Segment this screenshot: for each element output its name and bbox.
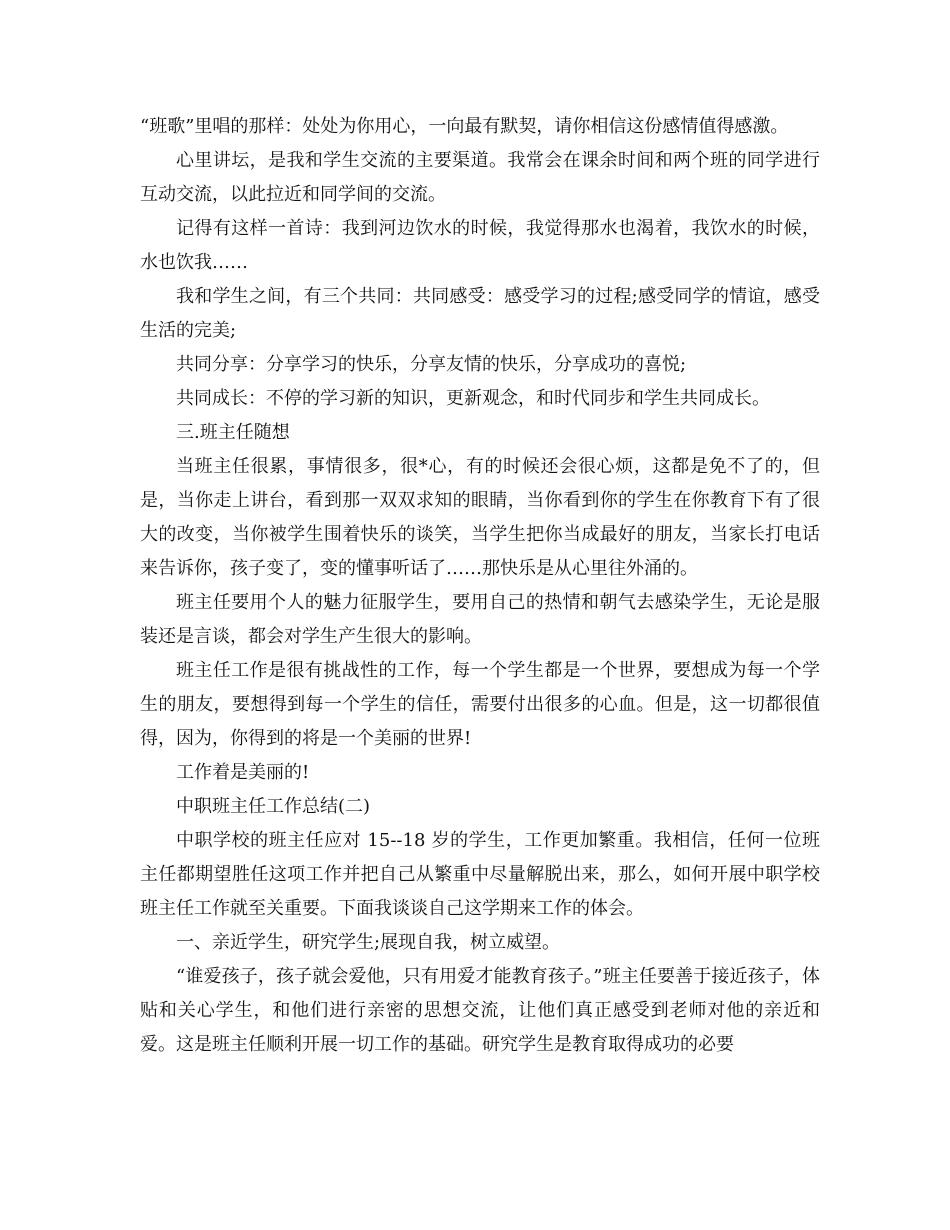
paragraph-class-song: “班歌”里唱的那样：处处为你用心，一向最有默契，请你相信这份感情值得感激。 [140,116,789,137]
paragraph-poem: 记得有这样一首诗：我到河边饮水的时候，我觉得那水也渴着，我饮水的时候，水也饮我…… [140,218,820,273]
paragraph-three-commons: 我和学生之间，有三个共同：共同感受：感受学习的过程;感受同学的情谊，感受生活的完美; [140,286,820,341]
document-page [140,110,820,1062]
section-heading-thoughts: 三.班主任随想 [176,422,290,443]
section-heading-approach-students: 一、亲近学生，研究学生;展现自我，树立威望。 [176,932,561,953]
paragraph-share-together: 共同分享：分享学习的快乐，分享友情的快乐，分享成功的喜悦; [176,354,687,375]
paragraph-work-is-beautiful: 工作着是美丽的! [176,762,310,783]
paragraph-challenging-work: 班主任工作是很有挑战性的工作，每一个学生都是一个世界，要想成为每一个学生的朋友，要想得到每一个学生的信任，需要付出很多的心血。但是，这一切都很值得，因为，你得到的将是一个美丽的世界! [140,660,820,749]
paragraph-grow-together: 共同成长：不停的学习新的知识，更新观念，和时代同步和学生共同成长。 [176,388,770,409]
paragraph-vocational-school: 中职学校的班主任应对 15--18 岁的学生，工作更加繁重。我相信，任何一位班主任都期望胜任这项工作并把自己从繁重中尽量解脱出来，那么，如何开展中职学校班主任工作就至关重要。下面我谈谈自己这学期来工作的体会。 [140,830,820,919]
paragraph-tired-but-happy: 当班主任很累，事情很多，很*心，有的时候还会很心烦，这都是免不了的，但是，当你走上讲台，看到那一双双求知的眼睛，当你看到你的学生在你教育下有了很大的改变，当你被学生围着快乐的谈笑，当学生把你当成最好的朋友，当家长打电话来告诉你，孩子变了，变的懂事听话了……那快乐是从心里往外涌的。 [140,456,820,579]
paragraph-love-children: “谁爱孩子，孩子就会爱他，只有用爱才能教育孩子。”班主任要善于接近孩子，体贴和关心学生，和他们进行亲密的思想交流，让他们真正感受到老师对他的亲近和爱。这是班主任顺利开展一切工作的基础。研究学生是教育取得成功的必要 [140,966,820,1055]
paragraph-personal-charm: 班主任要用个人的魅力征服学生，要用自己的热情和朝气去感染学生，无论是服装还是言谈，都会对学生产生很大的影响。 [140,592,820,647]
section-heading-summary-two: 中职班主任工作总结(二) [176,796,371,817]
paragraph-heart-forum: 心里讲坛，是我和学生交流的主要渠道。我常会在课余时间和两个班的同学进行互动交流，以此拉近和同学间的交流。 [140,150,820,205]
